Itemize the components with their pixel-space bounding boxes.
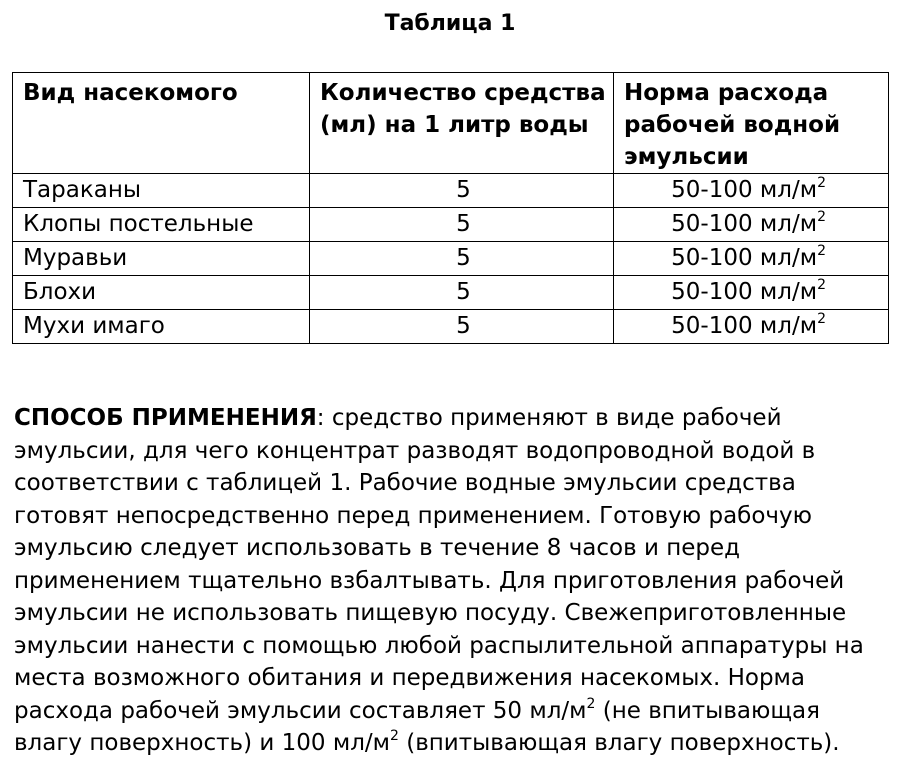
rate-value: 50-100 мл/м (671, 211, 818, 237)
paragraph-line (14, 695, 894, 728)
application-method-paragraph (14, 402, 894, 760)
header-amount-per-liter: Количество средства (мл) на 1 литр воды (310, 73, 614, 174)
rate-value: 50-100 мл/м (671, 245, 818, 271)
rate-cell (614, 208, 889, 242)
paragraph-line: соответствии с таблицей 1. Рабочие водные эмульсии средства (14, 470, 796, 496)
insect-cell: Блохи (13, 276, 310, 310)
paragraph-text: (не впитывающая (595, 697, 820, 724)
rate-exponent: 2 (817, 175, 826, 191)
table-row (13, 208, 889, 242)
unit-exponent: 2 (390, 728, 399, 744)
insect-cell: Муравьи (13, 242, 310, 276)
paragraph-line: эмульсию следует использовать в течение 8 часов и перед (14, 535, 741, 561)
rate-value: 50-100 мл/м (671, 279, 818, 305)
paragraph-line: эмульсии, для чего концентрат разводят водопроводной водой в (14, 437, 816, 464)
amount-cell: 5 (310, 242, 614, 276)
table-row (13, 310, 889, 344)
paragraph-line: места возможного обитания и передвижения насекомых. Норма (14, 665, 806, 691)
rate-cell (614, 310, 889, 344)
method-heading: СПОСОБ ПРИМЕНЕНИЯ (14, 405, 317, 431)
paragraph-text: : средство применяют в виде рабочей (316, 405, 782, 431)
paragraph-line: применением тщательно взбалтывать. Для приготовления рабочей (14, 567, 845, 594)
table-row (13, 276, 889, 310)
rate-exponent: 2 (817, 277, 826, 293)
rate-cell (614, 174, 889, 208)
paragraph-line: готовят непосредственно перед применением. Готовую рабочую (14, 502, 812, 529)
paragraph-text: расхода рабочей эмульсии составляет 50 мл/м (14, 697, 587, 724)
rate-exponent: 2 (817, 243, 826, 259)
header-insect-type: Вид насекомого (13, 73, 310, 174)
application-norm-table (12, 72, 889, 344)
table-row (13, 242, 889, 276)
rate-value: 50-100 мл/м (671, 313, 818, 339)
unit-exponent: 2 (586, 695, 596, 712)
paragraph-line (14, 727, 894, 760)
rate-exponent: 2 (817, 311, 826, 327)
amount-cell: 5 (310, 174, 614, 208)
rate-value: 50-100 мл/м (671, 177, 818, 203)
paragraph-line (14, 402, 894, 435)
insect-cell: Клопы постельные (13, 208, 310, 242)
rate-cell (614, 242, 889, 276)
table-row (13, 174, 889, 208)
paragraph-line: эмульсии не использовать пищевую посуду. Свежеприготовленные (14, 600, 847, 626)
insect-cell: Тараканы (13, 174, 310, 208)
amount-cell: 5 (310, 276, 614, 310)
document-title: Таблица 1 (384, 11, 516, 36)
paragraph-text: влагу поверхность) и 100 мл/м (14, 730, 390, 756)
table-header-row (13, 73, 889, 174)
amount-cell: 5 (310, 310, 614, 344)
paragraph-text: (впитывающая влагу поверхность). (398, 730, 840, 756)
insect-cell: Мухи имаго (13, 310, 310, 344)
paragraph-line: эмульсии нанести с помощью любой распылительной аппаратуры на (14, 632, 864, 659)
rate-exponent: 2 (817, 209, 826, 225)
header-consumption-rate: Норма расхода рабочей водной эмульсии (614, 73, 889, 174)
amount-cell: 5 (310, 208, 614, 242)
rate-cell (614, 276, 889, 310)
